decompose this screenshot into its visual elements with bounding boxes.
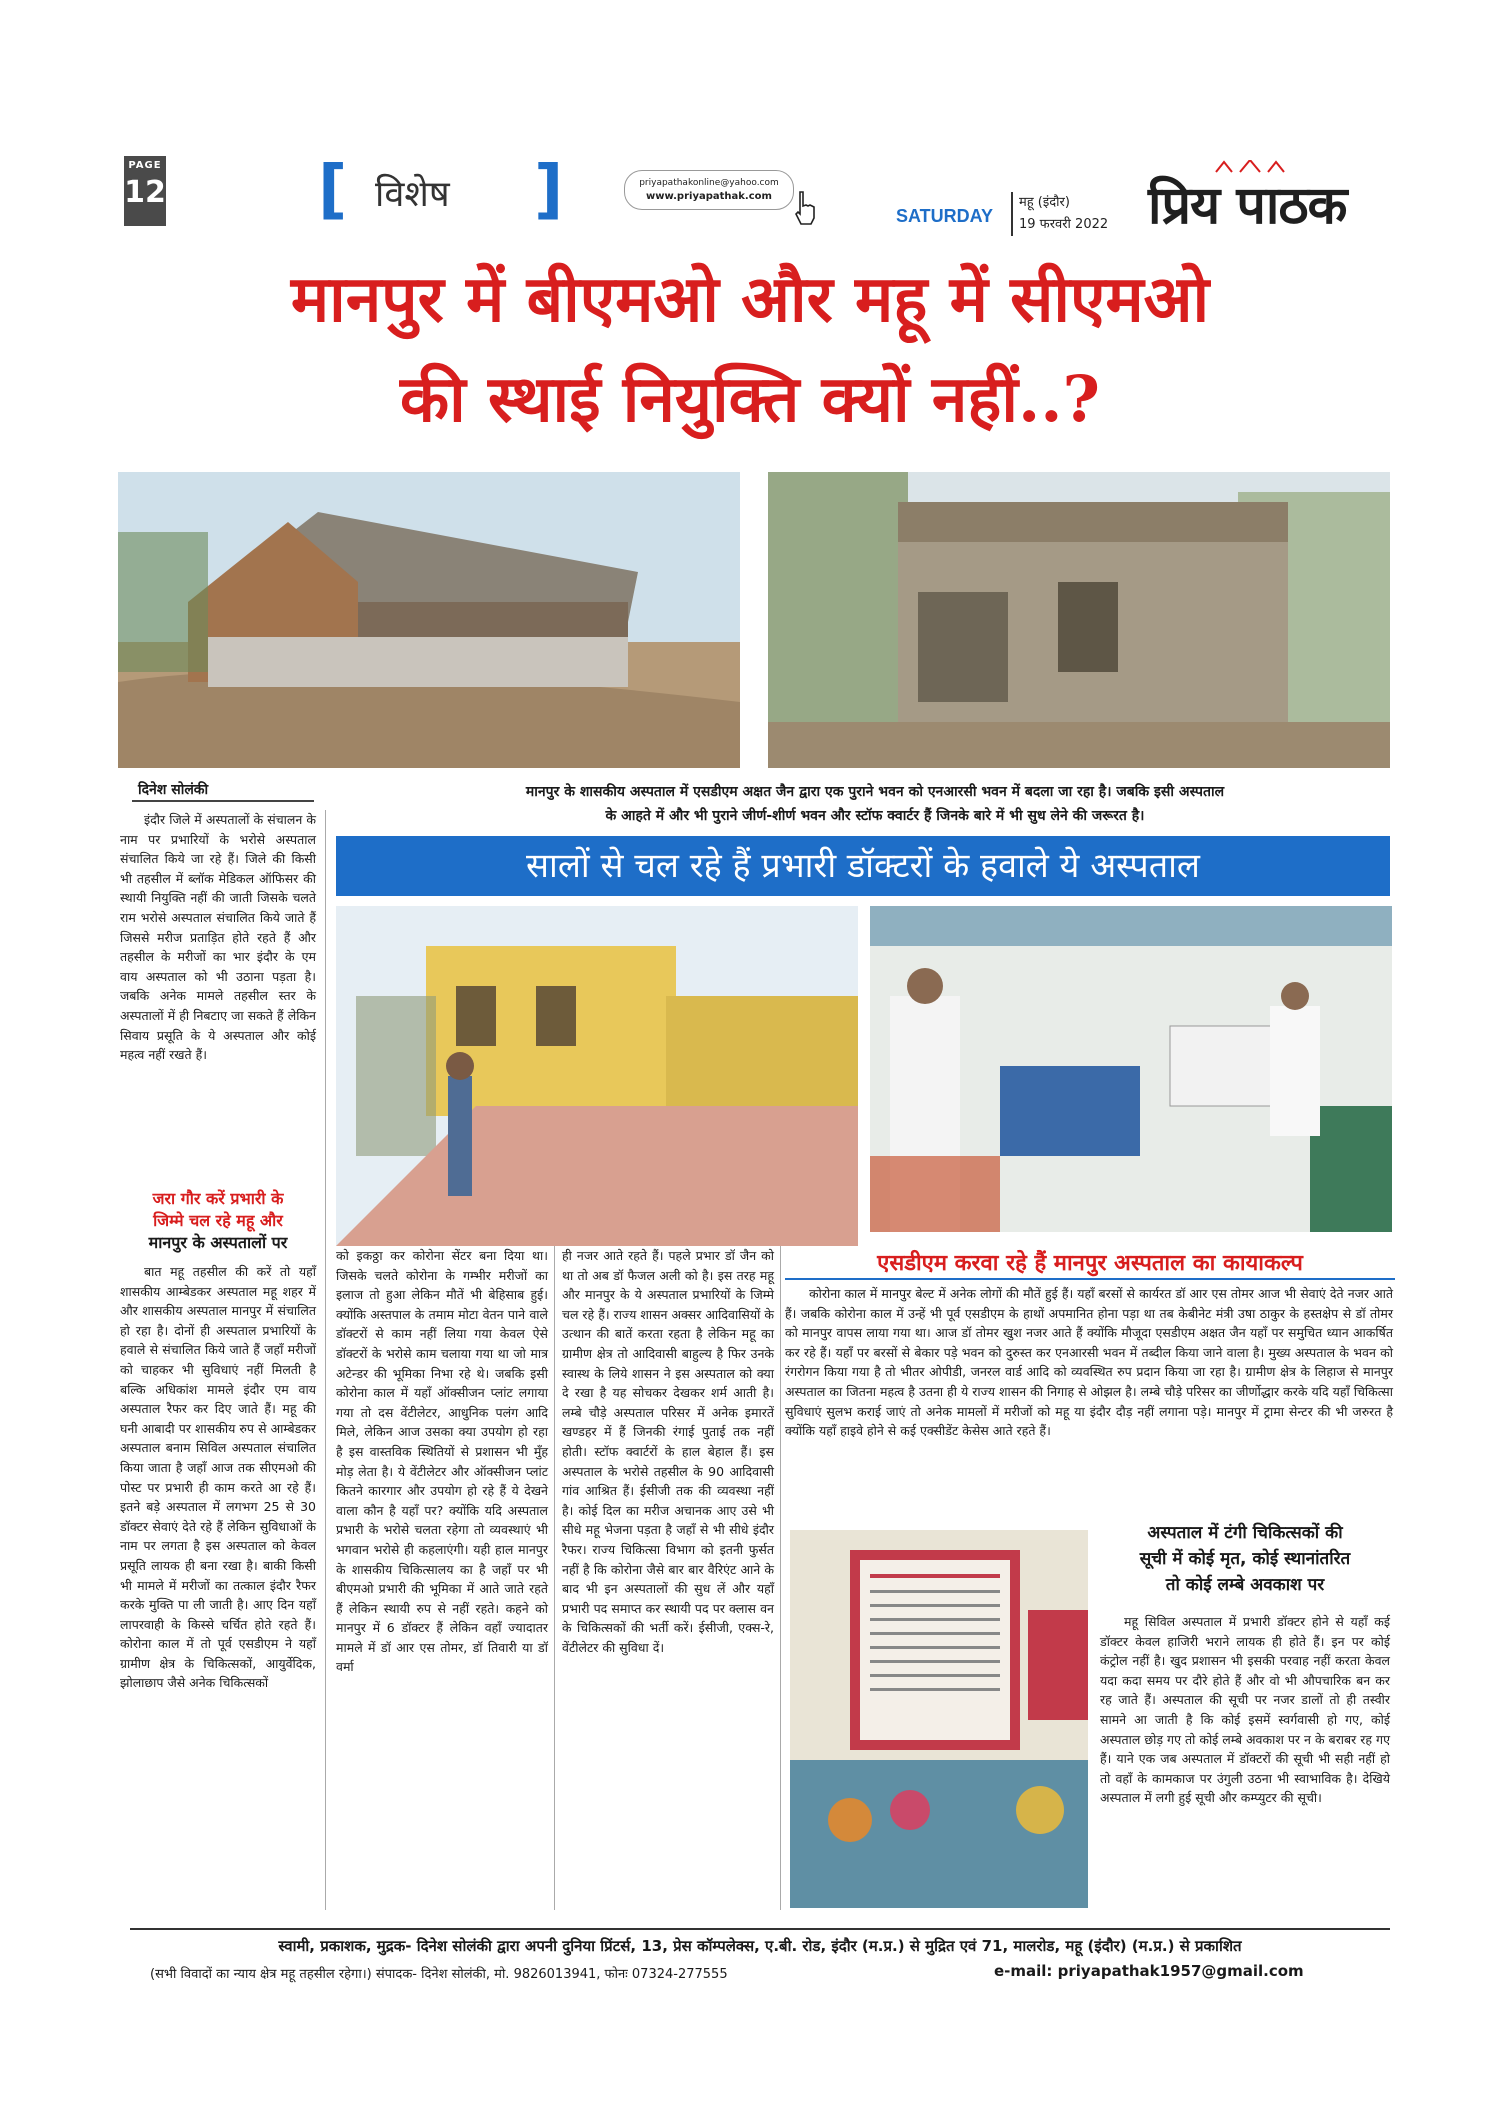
column-rule bbox=[780, 1246, 781, 1910]
box-title-line-3: तो कोई लम्बे अवकाश पर bbox=[1165, 1575, 1325, 1595]
col2-body bbox=[336, 1246, 548, 1677]
box-title-line-2: सूची में कोई मृत, कोई स्थानांतरित bbox=[1139, 1549, 1351, 1569]
contact-web-box bbox=[624, 170, 794, 210]
col1-subhead-line-3: मानपुर के अस्पतालों पर bbox=[148, 1233, 288, 1252]
byline: दिनेश सोलंकी bbox=[132, 780, 314, 802]
box-title bbox=[1100, 1520, 1390, 1598]
contact-email: priyapathakonline@yahoo.com bbox=[639, 178, 779, 188]
photo-yellow-hospital bbox=[336, 906, 858, 1246]
place: महू (इंदौर) bbox=[1019, 195, 1070, 210]
photo-derelict-building bbox=[768, 472, 1390, 768]
box-title-line-1: अस्पताल में टंगी चिकित्सकों की bbox=[1147, 1523, 1343, 1543]
weekday: SATURDAY bbox=[896, 206, 994, 226]
photo-doctor-list bbox=[790, 1530, 1088, 1908]
col3-body-text: ही नजर आते रहते हैं। पहले प्रभार डॉ जैन को था तो अब डॉ फैजल अली को है। इस तरह महू और मानपुर के ये अस्पताल प्रभारियों के जिम्मे चल रहे हैं। राज्य शासन अक्सर आदिवासियों के उत्थान की बातें करता रहता है लेकिन महू का ग्रामीण क्षेत्र तो आदिवासी बाहुल्य है फिर उनके स्वास्थ के लिये शासन ने इस अस्पताल को क्या दे रखा है यह सोचकर देखकर शर्म आती है। लम्बे चौड़े अस्पताल परिसर में अनेक इमारतें खण्डहर में हैं जिनकी रंगाई पुताई तक नहीं होती। स्टॉफ क्वार्टरों के हाल बेहाल हैं। इस अस्पताल के भरोसे तहसील के 90 आदिवासी गांव आश्रित हैं। ईसीजी तक की व्यवस्था नहीं है। कोई दिल का मरीज अचानक आए उसे भी सीधे महू भेजना पड़ता है जहाँ से भी सीधे इंदौर रैफर। राज्य चिकित्सा विभाग को इतनी फुर्सत नहीं है कि कोरोना जैसे बार बार वैरिएंट आने के बाद भी इन अस्पतालों की सुध लें और यहाँ प्रभारी पद समाप्त कर स्थायी पद पर क्लास वन के चिकित्सकों की भर्ती करें। ईसीजी, एक्स-रे, वेंटीलेटर की सुविधा दें। bbox=[562, 1248, 774, 1655]
page-number: 12 bbox=[124, 175, 166, 210]
footer-publisher: स्वामी, प्रकाशक, मुद्रक- दिनेश सोलंकी द्वारा अपनी दुनिया प्रिंटर्स, 13, प्रेस कॉम्पलेक्स, ए.बी. रोड, इंदौर (म.प्र.) से मुद्रित एवं 71, मालरोड, महू (इंदौर) (म.प्र.) से प्रकाशित bbox=[278, 1937, 1242, 1955]
place-date-block bbox=[1011, 192, 1108, 236]
photo-hospital-ward bbox=[870, 906, 1392, 1232]
photo-caption-line-2: के आहते में और भी पुराने जीर्ण-शीर्ण भवन और स्टॉफ क्वार्टर हैं जिनके बारे में भी सुध लेने की जरूरत है। bbox=[605, 808, 1145, 824]
col1-body-text: बात महू तहसील की करें तो यहाँ शासकीय आम्बेडकर अस्पताल महू शहर में और शासकीय अस्पताल मानपुर में संचालित हो रहा है। दोनों ही अस्पताल प्रभारियों के हवाले से संचालित किये जाते हैं जहाँ मरीजों को चाहकर भी सुविधाएं नहीं मिलती है बल्कि अधिकांश मामले इंदौर एम वाय अस्पताल रैफर कर दिए जाते हैं। महू की घनी आबादी पर शासकीय रुप से आम्बेडकर अस्पताल बनाम सिविल अस्पताल संचालित किया जाता है जहाँ आज तक सीएमओ की पोस्ट पर प्रभारी ही काम करते आ रहे हैं। इतने बड़े अस्पताल में लगभग 25 से 30 डॉक्टर सेवाएं देते रहे हैं लेकिन सुविधाओं के नाम पर लगता है इस अस्पताल को केवल प्रसूति लायक ही बना रखा है। बाकी किसी भी मामले में मरीजों का तत्काल इंदौर रैफर करके मुक्ति पा ली जाती है। आए दिन यहाँ लापरवाही के किस्से चर्चित होते रहते हैं। कोरोना काल में तो पूर्व एसडीएम ने यहाँ ग्रामीण क्षेत्र के चिकित्सकों, आयुर्वेदिक, झोलाछाप जैसे अनेक चिकित्सकों bbox=[120, 1264, 316, 1691]
section-bracket-open: [ bbox=[318, 153, 348, 227]
photo-caption-line-1: मानपुर के शासकीय अस्पताल में एसडीएम अक्षत जैन द्वारा एक पुराने भवन को एनआरसी भवन में बदला जा रहा है। जबकि इसी अस्पताल bbox=[525, 784, 1225, 800]
column-rule bbox=[325, 810, 326, 1910]
col1-subhead-line-2: जिम्मे चल रहे महू और bbox=[153, 1211, 283, 1230]
col1-intro-text: इंदौर जिले में अस्पतालों के संचालन के नाम पर प्रभारियों के भरोसे अस्पताल संचालित किये जा रहे हैं। जिले की किसी भी तहसील में ब्लॉक मेडिकल ऑफिसर की स्थायी नियुक्ति नहीं की जाती जिसके चलते राम भरोसे अस्पताल संचालित किये जाते हैं जिससे मरीज प्रताड़ित होते रहते हैं और तहसील के मरीजों का भार इंदौर के एम वाय अस्पताल को भी उठाना पड़ता है। जबकि अनेक मामले तहसील स्तर के अस्पतालों में ही निबटाए जा सकते हैं लेकिन सिवाय प्रसूति के ये अस्पताल और कोई महत्व नहीं रखते हैं। bbox=[120, 812, 316, 1063]
footer-email[interactable]: e-mail: priyapathak1957@gmail.com bbox=[994, 1962, 1304, 1980]
col1-subhead-line-1: जरा गौर करें प्रभारी के bbox=[152, 1189, 284, 1208]
masthead-title: प्रिय पाठक bbox=[1148, 175, 1347, 236]
col1-subhead bbox=[120, 1188, 316, 1254]
box-body-text: महू सिविल अस्पताल में प्रभारी डॉक्टर होने से यहाँ कई डॉक्टर केवल हाजिरी भराने लायक ही होते हैं। इन पर कोई कंट्रोल नहीं है। खुद प्रशासन भी इसकी परवाह नहीं करता केवल यदा कदा समय पर दौरे होते हैं और वो भी औपचारिक बन कर रह जाते हैं। अस्पताल की सूची पर नजर डालों तो ही तस्वीर सामने आ जाती है कि कोई इसमें स्वर्गवासी हो गए, कोई अस्पताल छोड़ गए तो कोई लम्बे अवकाश पर न के बराबर रह गए हैं। याने एक जब अस्पताल में डॉक्टरों की सूची भी सही नहीं हो तो वहाँ के कामकाज पर उंगुली उठना भी स्वाभाविक है। देखिये अस्पताल में लगी हुई सूची और कम्प्युटर की सूची। bbox=[1100, 1614, 1390, 1806]
photo-caption bbox=[360, 780, 1390, 828]
col1-intro bbox=[120, 810, 316, 1065]
page-label: PAGE bbox=[128, 160, 162, 171]
issue-date: 19 फरवरी 2022 bbox=[1019, 217, 1109, 232]
box-body bbox=[1100, 1612, 1390, 1808]
section-banner: सालों से चल रहे हैं प्रभारी डॉक्टरों के हवाले ये अस्पताल bbox=[336, 836, 1390, 896]
col3-body bbox=[562, 1246, 774, 1657]
col1-body bbox=[120, 1262, 316, 1693]
sdm-subhead: एसडीएम करवा रहे हैं मानपुर अस्पताल का कायाकल्प bbox=[785, 1248, 1395, 1280]
section-bracket-close: ] bbox=[534, 153, 564, 227]
section-name: विशेष bbox=[375, 174, 450, 215]
headline-line-2: की स्थाई नियुक्ति क्यों नहीं..? bbox=[399, 362, 1101, 437]
page-number-badge bbox=[124, 156, 166, 226]
col2-body-text: को इकठ्ठा कर कोरोना सेंटर बना दिया था। जिसके चलते कोरोना के गम्भीर मरीजों का इलाज तो हुआ लेकिन मौतें भी बेहिसाब हुई। क्योंकि अस्तपाल के तमाम मोटा वेतन पाने वाले डॉक्टरों से काम नहीं लिया गया केवल ऐसे डॉक्टरों के भरोसे काम चलाया गया था जो मात्र अटेन्डर की भूमिका निभा रहे थे। जबकि इसी कोरोना काल में यहाँ ऑक्सीजन प्लांट लगाया गया तो दस वेंटीलेटर, आधुनिक पलंग आदि मिले, लेकिन आज उसका क्या उपयोग हो रहा है इस वास्तविक स्थितियों से प्रशासन भी मुँह मोड़ लेता है। ये वेंटीलेटर और ऑक्सीजन प्लांट कितने कारगार और उपयोग हो रहे हैं ये देखने वाला कौन है यहाँ पर? क्योंकि यदि अस्पताल प्रभारी के भरोसे चलता रहेगा तो व्यवस्थाएं भी भगवान भरोसे ही कहलाएंगी। यही हाल मानपुर के शासकीय चिकित्सालय का है जहाँ पर भी बीएमओ प्रभारी की भूमिका में आते जाते रहते हैं लेकिन स्थायी रुप से नहीं रहते। कहने को मानपुर में 6 डॉक्टर हैं लेकिन वहाँ ज्यादातर मामले में डॉ आर एस तोमर, डॉ तिवारी या डॉ वर्मा bbox=[336, 1248, 548, 1675]
website-link[interactable]: www.priyapathak.com bbox=[646, 191, 772, 202]
headline-line-1: मानपुर में बीएमओ और महू में सीएमओ bbox=[290, 262, 1210, 337]
column-rule bbox=[554, 1246, 555, 1910]
footer-editor: (सभी विवादों का न्याय क्षेत्र महू तहसील रहेगा।) संपादक- दिनेश सोलंकी, मो. 9826013941, फोनः 07324-277555 bbox=[150, 1967, 728, 1982]
photo-old-building bbox=[118, 472, 740, 768]
sdm-body bbox=[785, 1284, 1393, 1441]
sdm-body-text: कोरोना काल में मानपुर बेल्ट में अनेक लोगों की मौतें हुई हैं। यहाँ बरसों से कार्यरत डॉ आर एस तोमर आज भी सेवाएं देते नजर आते हैं। जबकि कोरोना काल में उन्हें भी पूर्व एसडीएम के हाथों अपमानित होना पड़ा था तब केबीनेट मंत्री उषा ठाकुर के हस्तक्षेप से डॉ तोमर को मानपुर वापस लाया गया था। आज डॉ तोमर खुश नजर आते हैं क्योंकि मौजूदा एसडीएम अक्षत जैन यहाँ पर समुचित ध्यान आकर्षित कर रहे हैं। यहाँ पर बरसों से बेकार पड़े भवन को दुरुस्त कर एनआरसी भवन में तब्दील किया जाने वाला है। मुख्य अस्पताल के भवन को रंगरोगन किया गया है तो भीतर ओपीडी, जनरल वार्ड आदि को व्यवस्थित रुप प्रदान किया जा रहा है। ग्रामीण क्षेत्र के लिहाज से मानपुर अस्पताल का जितना महत्व है उतना ही ये राज्य शासन की निगाह से ओझल है। लम्बे चौड़े परिसर का जीर्णोद्धार करके यदि यहाँ चिकित्सा सुविधाएं सुलभ कराई जाएं तो अनेक मामलों में मरीजों को महू या इंदौर दौड़ नहीं लगाना पड़े। मानपुर में ट्रामा सेन्टर की भी जरुरत है क्योंकि यहाँ हाइवे होने से कई एक्सीडेंट केसेस आते रहते हैं। bbox=[785, 1286, 1393, 1439]
pointing-hand-icon bbox=[790, 188, 820, 228]
footer-rule bbox=[130, 1928, 1390, 1930]
